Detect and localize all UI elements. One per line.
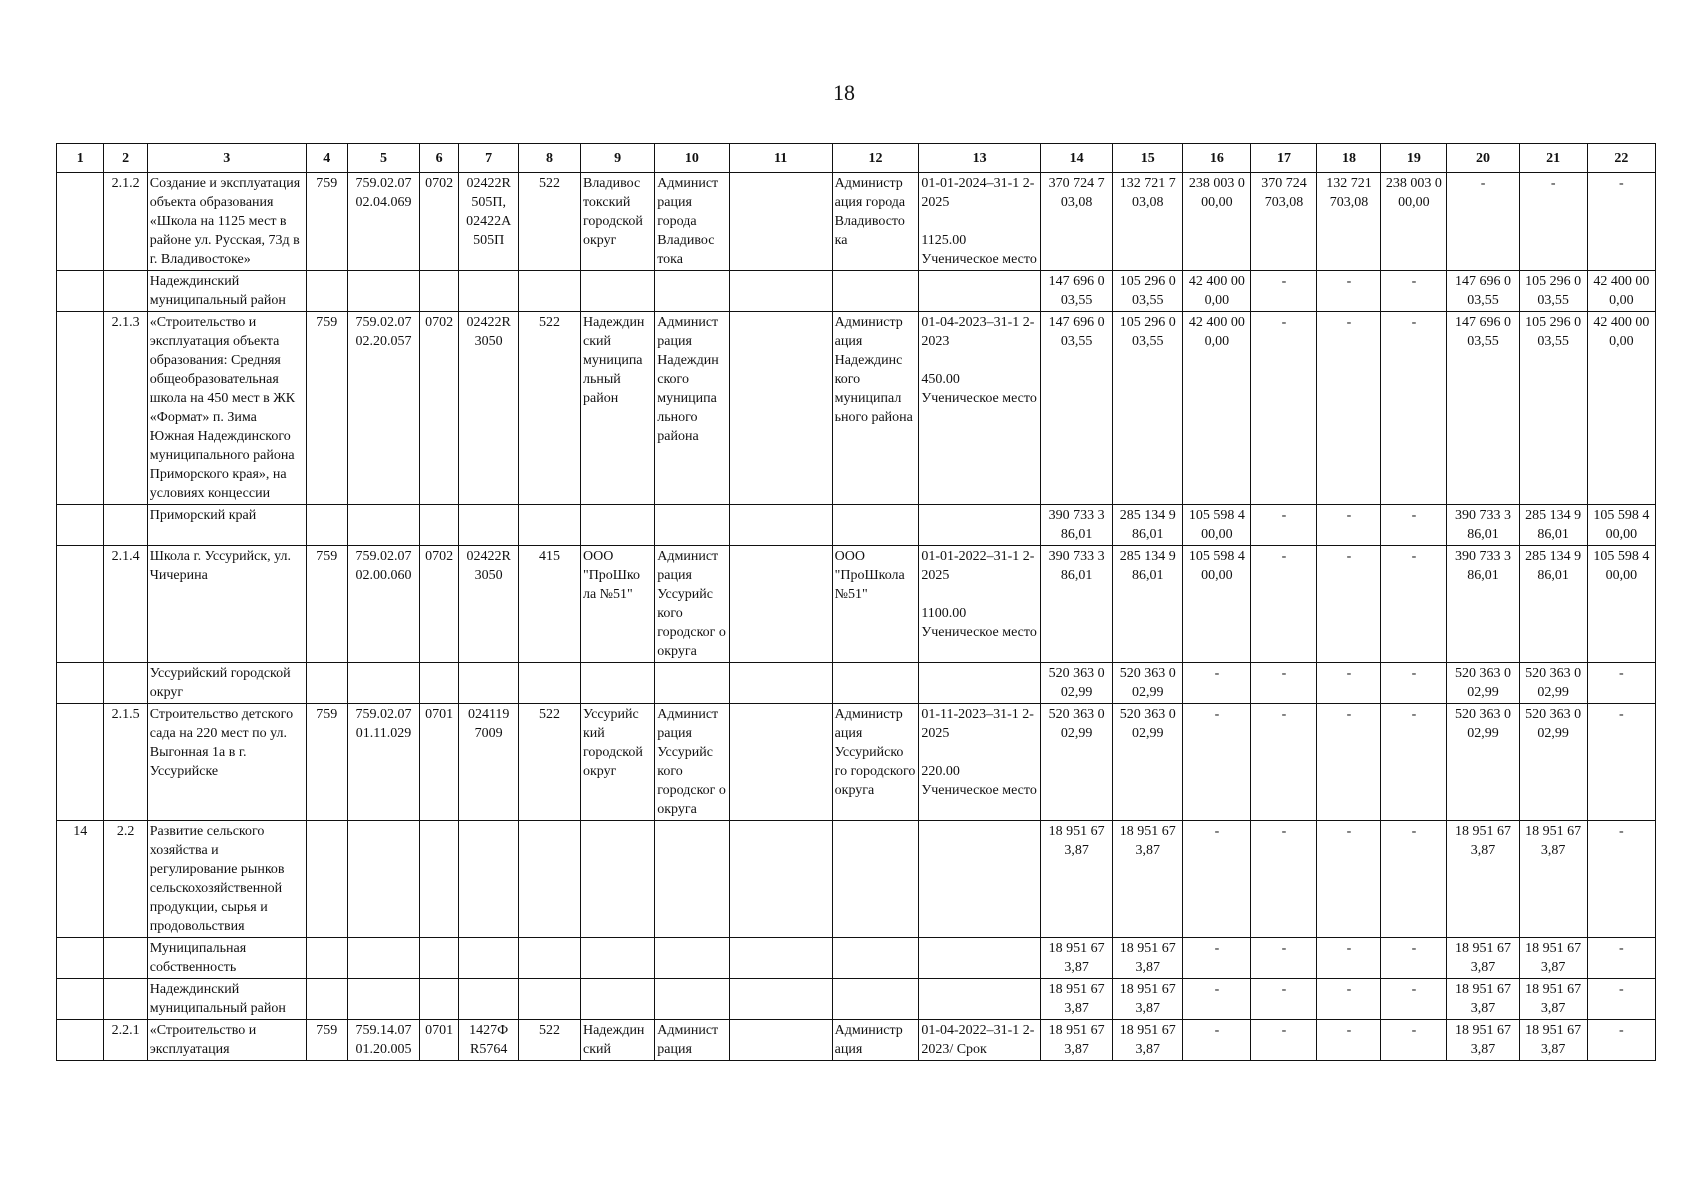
- cell-col-5: 759.02.07 01.11.029: [347, 704, 419, 821]
- cell-col-7: 024119 7009: [459, 704, 519, 821]
- cell-col-5: [347, 271, 419, 312]
- cell-col-10: [655, 505, 729, 546]
- cell-col-6: [420, 821, 459, 938]
- cell-col-1: 14: [57, 821, 104, 938]
- cell-col-8: 522: [519, 173, 581, 271]
- cell-col-6: 0701: [420, 1020, 459, 1061]
- cell-col-18: -: [1317, 505, 1381, 546]
- cell-col-14: 370 724 7 03,08: [1041, 173, 1113, 271]
- cell-col-18: 132 721 703,08: [1317, 173, 1381, 271]
- cell-col-3: Строительство детского сада на 220 мест по ул. Выгонная 1а в г. Уссурийске: [147, 704, 306, 821]
- cell-col-14: 390 733 3 86,01: [1041, 546, 1113, 663]
- cell-col-10: Админист рация Надеждин ского муниципа льного района: [655, 312, 729, 505]
- cell-col-9: Надеждин ский: [580, 1020, 654, 1061]
- cell-col-22: 105 598 4 00,00: [1587, 505, 1655, 546]
- cell-col-18: -: [1317, 938, 1381, 979]
- cell-col-8: 415: [519, 546, 581, 663]
- table-row: [57, 704, 1656, 821]
- cell-col-12: Администр ация города Владивосто ка: [832, 173, 919, 271]
- cell-col-9: Надеждин ский муниципа льный район: [580, 312, 654, 505]
- cell-col-16: 105 598 4 00,00: [1183, 546, 1251, 663]
- cell-col-4: 759: [306, 1020, 347, 1061]
- column-header-19: 19: [1381, 144, 1447, 173]
- cell-col-20: 147 696 0 03,55: [1447, 271, 1519, 312]
- cell-col-15: 105 296 0 03,55: [1113, 271, 1183, 312]
- cell-col-17: -: [1251, 979, 1317, 1020]
- table-row: [57, 663, 1656, 704]
- cell-col-3: Развитие сельского хозяйства и регулирование рынков сельскохозяйственной продукции, сырья и продовольствия: [147, 821, 306, 938]
- cell-col-5: [347, 663, 419, 704]
- cell-col-18: -: [1317, 271, 1381, 312]
- cell-col-6: 0702: [420, 173, 459, 271]
- cell-col-12: [832, 271, 919, 312]
- cell-col-12: [832, 938, 919, 979]
- cell-col-5: [347, 821, 419, 938]
- cell-col-20: 390 733 3 86,01: [1447, 546, 1519, 663]
- cell-col-21: 18 951 67 3,87: [1519, 938, 1587, 979]
- cell-col-12: [832, 821, 919, 938]
- column-header-9: 9: [580, 144, 654, 173]
- cell-col-1: [57, 663, 104, 704]
- column-header-20: 20: [1447, 144, 1519, 173]
- column-header-12: 12: [832, 144, 919, 173]
- cell-col-10: Админист рация города Владивос тока: [655, 173, 729, 271]
- column-header-1: 1: [57, 144, 104, 173]
- cell-col-21: 520 363 0 02,99: [1519, 663, 1587, 704]
- cell-col-7: [459, 938, 519, 979]
- cell-col-4: [306, 979, 347, 1020]
- cell-col-2: [104, 271, 147, 312]
- cell-col-8: 522: [519, 704, 581, 821]
- cell-col-1: [57, 312, 104, 505]
- cell-col-6: [420, 505, 459, 546]
- cell-col-2: [104, 505, 147, 546]
- cell-col-14: 390 733 3 86,01: [1041, 505, 1113, 546]
- cell-col-19: -: [1381, 546, 1447, 663]
- cell-col-22: -: [1587, 979, 1655, 1020]
- cell-col-9: [580, 979, 654, 1020]
- cell-col-4: [306, 663, 347, 704]
- cell-col-13: [919, 979, 1041, 1020]
- cell-col-9: [580, 663, 654, 704]
- cell-col-21: 18 951 67 3,87: [1519, 979, 1587, 1020]
- cell-col-2: 2.1.5: [104, 704, 147, 821]
- cell-col-16: -: [1183, 979, 1251, 1020]
- cell-col-2: [104, 938, 147, 979]
- cell-col-9: [580, 821, 654, 938]
- cell-col-7: [459, 505, 519, 546]
- cell-col-19: -: [1381, 505, 1447, 546]
- cell-col-6: 0702: [420, 546, 459, 663]
- cell-col-10: [655, 979, 729, 1020]
- cell-col-10: [655, 821, 729, 938]
- cell-col-4: 759: [306, 546, 347, 663]
- cell-col-9: [580, 271, 654, 312]
- column-header-21: 21: [1519, 144, 1587, 173]
- cell-col-21: 285 134 9 86,01: [1519, 546, 1587, 663]
- cell-col-17: 370 724 703,08: [1251, 173, 1317, 271]
- cell-col-9: [580, 938, 654, 979]
- budget-table: [56, 143, 1656, 1061]
- cell-col-6: 0701: [420, 704, 459, 821]
- column-header-11: 11: [729, 144, 832, 173]
- cell-col-11: [729, 663, 832, 704]
- column-header-18: 18: [1317, 144, 1381, 173]
- cell-col-16: -: [1183, 663, 1251, 704]
- cell-col-22: -: [1587, 173, 1655, 271]
- column-header-5: 5: [347, 144, 419, 173]
- cell-col-3: Надеждинский муниципальный район: [147, 271, 306, 312]
- cell-col-17: -: [1251, 663, 1317, 704]
- cell-col-20: 147 696 0 03,55: [1447, 312, 1519, 505]
- cell-col-22: 105 598 4 00,00: [1587, 546, 1655, 663]
- cell-col-15: 18 951 67 3,87: [1113, 938, 1183, 979]
- column-header-7: 7: [459, 144, 519, 173]
- column-header-6: 6: [420, 144, 459, 173]
- cell-col-9: [580, 505, 654, 546]
- cell-col-10: Админист рация: [655, 1020, 729, 1061]
- column-header-15: 15: [1113, 144, 1183, 173]
- cell-col-6: [420, 938, 459, 979]
- cell-col-11: [729, 173, 832, 271]
- cell-col-18: -: [1317, 312, 1381, 505]
- table-row: [57, 173, 1656, 271]
- cell-col-8: [519, 271, 581, 312]
- cell-col-5: 759.14.07 01.20.005: [347, 1020, 419, 1061]
- cell-col-5: [347, 505, 419, 546]
- cell-col-5: 759.02.07 02.00.060: [347, 546, 419, 663]
- cell-col-5: 759.02.07 02.04.069: [347, 173, 419, 271]
- cell-col-18: -: [1317, 546, 1381, 663]
- cell-col-7: [459, 663, 519, 704]
- cell-col-6: [420, 979, 459, 1020]
- cell-col-16: 105 598 4 00,00: [1183, 505, 1251, 546]
- cell-col-6: 0702: [420, 312, 459, 505]
- cell-col-15: 18 951 67 3,87: [1113, 821, 1183, 938]
- cell-col-7: [459, 271, 519, 312]
- cell-col-2: 2.2: [104, 821, 147, 938]
- cell-col-8: 522: [519, 1020, 581, 1061]
- cell-col-10: [655, 271, 729, 312]
- cell-col-17: -: [1251, 312, 1317, 505]
- cell-col-4: [306, 938, 347, 979]
- cell-col-4: [306, 271, 347, 312]
- cell-col-21: 520 363 0 02,99: [1519, 704, 1587, 821]
- cell-col-18: -: [1317, 979, 1381, 1020]
- cell-col-17: -: [1251, 271, 1317, 312]
- cell-col-1: [57, 505, 104, 546]
- cell-col-14: 520 363 0 02,99: [1041, 663, 1113, 704]
- cell-col-17: -: [1251, 704, 1317, 821]
- cell-col-12: Администр ация Уссурийско го городского округа: [832, 704, 919, 821]
- cell-col-5: [347, 938, 419, 979]
- cell-col-9: ООО "ПроШко ла №51": [580, 546, 654, 663]
- cell-col-11: [729, 546, 832, 663]
- cell-col-19: -: [1381, 271, 1447, 312]
- table-row: [57, 505, 1656, 546]
- cell-col-21: -: [1519, 173, 1587, 271]
- cell-col-2: 2.2.1: [104, 1020, 147, 1061]
- cell-col-12: [832, 979, 919, 1020]
- cell-col-21: 285 134 9 86,01: [1519, 505, 1587, 546]
- cell-col-21: 105 296 0 03,55: [1519, 271, 1587, 312]
- cell-col-20: 18 951 67 3,87: [1447, 979, 1519, 1020]
- cell-col-14: 520 363 0 02,99: [1041, 704, 1113, 821]
- cell-col-10: [655, 663, 729, 704]
- cell-col-2: 2.1.3: [104, 312, 147, 505]
- cell-col-20: 390 733 3 86,01: [1447, 505, 1519, 546]
- cell-col-10: [655, 938, 729, 979]
- cell-col-9: Уссурийс кий городской округ: [580, 704, 654, 821]
- cell-col-9: Владивос токский городской округ: [580, 173, 654, 271]
- cell-col-3: «Строительство и эксплуатация объекта образования: Средняя общеобразовательная школа на 450 мест в ЖК «Формат» п. Зима Южная Надеждинского муниципального района Приморского края», на условиях концессии: [147, 312, 306, 505]
- column-header-13: 13: [919, 144, 1041, 173]
- cell-col-11: [729, 979, 832, 1020]
- cell-col-12: [832, 663, 919, 704]
- cell-col-1: [57, 979, 104, 1020]
- cell-col-1: [57, 546, 104, 663]
- cell-col-3: Муниципальная собственность: [147, 938, 306, 979]
- table-row: [57, 1020, 1656, 1061]
- cell-col-19: -: [1381, 663, 1447, 704]
- cell-col-19: -: [1381, 979, 1447, 1020]
- cell-col-20: 520 363 0 02,99: [1447, 663, 1519, 704]
- table-row: [57, 938, 1656, 979]
- table-body: [57, 173, 1656, 1061]
- page-number: 18: [833, 80, 855, 105]
- cell-col-16: 42 400 00 0,00: [1183, 312, 1251, 505]
- cell-col-7: 1427Ф R5764: [459, 1020, 519, 1061]
- cell-col-21: 105 296 0 03,55: [1519, 312, 1587, 505]
- cell-col-17: -: [1251, 505, 1317, 546]
- cell-col-7: [459, 821, 519, 938]
- cell-col-11: [729, 704, 832, 821]
- cell-col-20: 18 951 67 3,87: [1447, 821, 1519, 938]
- cell-col-22: -: [1587, 938, 1655, 979]
- cell-col-12: Администр ация: [832, 1020, 919, 1061]
- cell-col-18: -: [1317, 663, 1381, 704]
- cell-col-14: 147 696 0 03,55: [1041, 271, 1113, 312]
- cell-col-7: 02422R 3050: [459, 312, 519, 505]
- cell-col-4: 759: [306, 704, 347, 821]
- cell-col-8: [519, 979, 581, 1020]
- cell-col-1: [57, 271, 104, 312]
- cell-col-19: -: [1381, 312, 1447, 505]
- cell-col-22: -: [1587, 704, 1655, 821]
- cell-col-17: -: [1251, 821, 1317, 938]
- column-header-4: 4: [306, 144, 347, 173]
- cell-col-7: 02422R 505П, 02422А 505П: [459, 173, 519, 271]
- cell-col-1: [57, 173, 104, 271]
- cell-col-10: Админист рация Уссурийс кого городског о округа: [655, 704, 729, 821]
- cell-col-20: 18 951 67 3,87: [1447, 1020, 1519, 1061]
- cell-col-3: Приморский край: [147, 505, 306, 546]
- cell-col-15: 18 951 67 3,87: [1113, 1020, 1183, 1061]
- table-row: [57, 821, 1656, 938]
- cell-col-13: 01-11-2023–31-1 2-2025 220.00 Ученическое место: [919, 704, 1041, 821]
- cell-col-16: -: [1183, 704, 1251, 821]
- cell-col-2: [104, 663, 147, 704]
- cell-col-5: [347, 979, 419, 1020]
- column-header-14: 14: [1041, 144, 1113, 173]
- cell-col-14: 18 951 67 3,87: [1041, 1020, 1113, 1061]
- cell-col-8: [519, 938, 581, 979]
- cell-col-12: ООО "ПроШкола №51": [832, 546, 919, 663]
- cell-col-19: -: [1381, 704, 1447, 821]
- cell-col-18: -: [1317, 821, 1381, 938]
- cell-col-15: 520 363 0 02,99: [1113, 663, 1183, 704]
- cell-col-1: [57, 938, 104, 979]
- cell-col-20: 520 363 0 02,99: [1447, 704, 1519, 821]
- cell-col-16: -: [1183, 1020, 1251, 1061]
- cell-col-3: «Строительство и эксплуатация: [147, 1020, 306, 1061]
- column-header-3: 3: [147, 144, 306, 173]
- cell-col-5: 759.02.07 02.20.057: [347, 312, 419, 505]
- table-row: [57, 271, 1656, 312]
- cell-col-16: -: [1183, 938, 1251, 979]
- cell-col-4: [306, 505, 347, 546]
- cell-col-13: [919, 271, 1041, 312]
- cell-col-2: 2.1.4: [104, 546, 147, 663]
- cell-col-21: 18 951 67 3,87: [1519, 1020, 1587, 1061]
- cell-col-12: Администр ация Надеждинс кого муниципал ьного района: [832, 312, 919, 505]
- cell-col-13: [919, 663, 1041, 704]
- cell-col-18: -: [1317, 1020, 1381, 1061]
- cell-col-15: 18 951 67 3,87: [1113, 979, 1183, 1020]
- table-row: [57, 312, 1656, 505]
- cell-col-11: [729, 505, 832, 546]
- cell-col-22: -: [1587, 821, 1655, 938]
- cell-col-11: [729, 1020, 832, 1061]
- cell-col-19: -: [1381, 938, 1447, 979]
- column-header-22: 22: [1587, 144, 1655, 173]
- cell-col-17: -: [1251, 938, 1317, 979]
- cell-col-17: -: [1251, 546, 1317, 663]
- cell-col-13: 01-01-2022–31-1 2-2025 1100.00 Ученическое место: [919, 546, 1041, 663]
- table-row: [57, 546, 1656, 663]
- cell-col-11: [729, 312, 832, 505]
- cell-col-2: [104, 979, 147, 1020]
- cell-col-15: 285 134 9 86,01: [1113, 505, 1183, 546]
- cell-col-8: [519, 663, 581, 704]
- cell-col-18: -: [1317, 704, 1381, 821]
- cell-col-3: Уссурийский городской округ: [147, 663, 306, 704]
- cell-col-12: [832, 505, 919, 546]
- cell-col-8: 522: [519, 312, 581, 505]
- column-header-10: 10: [655, 144, 729, 173]
- cell-col-14: 18 951 67 3,87: [1041, 821, 1113, 938]
- cell-col-22: 42 400 00 0,00: [1587, 312, 1655, 505]
- cell-col-13: 01-04-2022–31-1 2-2023/ Срок: [919, 1020, 1041, 1061]
- cell-col-22: -: [1587, 663, 1655, 704]
- cell-col-14: 18 951 67 3,87: [1041, 938, 1113, 979]
- cell-col-8: [519, 505, 581, 546]
- cell-col-15: 520 363 0 02,99: [1113, 704, 1183, 821]
- cell-col-22: -: [1587, 1020, 1655, 1061]
- cell-col-13: [919, 821, 1041, 938]
- cell-col-11: [729, 821, 832, 938]
- cell-col-15: 132 721 7 03,08: [1113, 173, 1183, 271]
- cell-col-19: -: [1381, 821, 1447, 938]
- column-header-2: 2: [104, 144, 147, 173]
- cell-col-11: [729, 938, 832, 979]
- cell-col-19: 238 003 0 00,00: [1381, 173, 1447, 271]
- cell-col-3: Школа г. Уссурийск, ул. Чичерина: [147, 546, 306, 663]
- cell-col-13: 01-04-2023–31-1 2-2023 450.00 Ученическое место: [919, 312, 1041, 505]
- cell-col-1: [57, 1020, 104, 1061]
- cell-col-10: Админист рация Уссурийс кого городског о округа: [655, 546, 729, 663]
- cell-col-6: [420, 663, 459, 704]
- cell-col-3: Создание и эксплуатация объекта образования «Школа на 1125 мест в районе ул. Русская, 73д в г. Владивостоке»: [147, 173, 306, 271]
- column-header-16: 16: [1183, 144, 1251, 173]
- cell-col-4: [306, 821, 347, 938]
- cell-col-17: -: [1251, 1020, 1317, 1061]
- cell-col-13: [919, 938, 1041, 979]
- table-row: [57, 979, 1656, 1020]
- cell-col-19: -: [1381, 1020, 1447, 1061]
- cell-col-16: 42 400 00 0,00: [1183, 271, 1251, 312]
- cell-col-15: 285 134 9 86,01: [1113, 546, 1183, 663]
- cell-col-14: 147 696 0 03,55: [1041, 312, 1113, 505]
- cell-col-20: 18 951 67 3,87: [1447, 938, 1519, 979]
- cell-col-11: [729, 271, 832, 312]
- cell-col-3: Надеждинский муниципальный район: [147, 979, 306, 1020]
- cell-col-21: 18 951 67 3,87: [1519, 821, 1587, 938]
- cell-col-16: -: [1183, 821, 1251, 938]
- header-row: [57, 144, 1656, 173]
- cell-col-22: 42 400 00 0,00: [1587, 271, 1655, 312]
- cell-col-4: 759: [306, 312, 347, 505]
- cell-col-6: [420, 271, 459, 312]
- cell-col-16: 238 003 0 00,00: [1183, 173, 1251, 271]
- cell-col-4: 759: [306, 173, 347, 271]
- cell-col-1: [57, 704, 104, 821]
- cell-col-15: 105 296 0 03,55: [1113, 312, 1183, 505]
- cell-col-2: 2.1.2: [104, 173, 147, 271]
- cell-col-13: [919, 505, 1041, 546]
- cell-col-20: -: [1447, 173, 1519, 271]
- cell-col-13: 01-01-2024–31-1 2-2025 1125.00 Ученическое место: [919, 173, 1041, 271]
- cell-col-7: [459, 979, 519, 1020]
- column-header-17: 17: [1251, 144, 1317, 173]
- cell-col-8: [519, 821, 581, 938]
- column-header-8: 8: [519, 144, 581, 173]
- cell-col-7: 02422R 3050: [459, 546, 519, 663]
- cell-col-14: 18 951 67 3,87: [1041, 979, 1113, 1020]
